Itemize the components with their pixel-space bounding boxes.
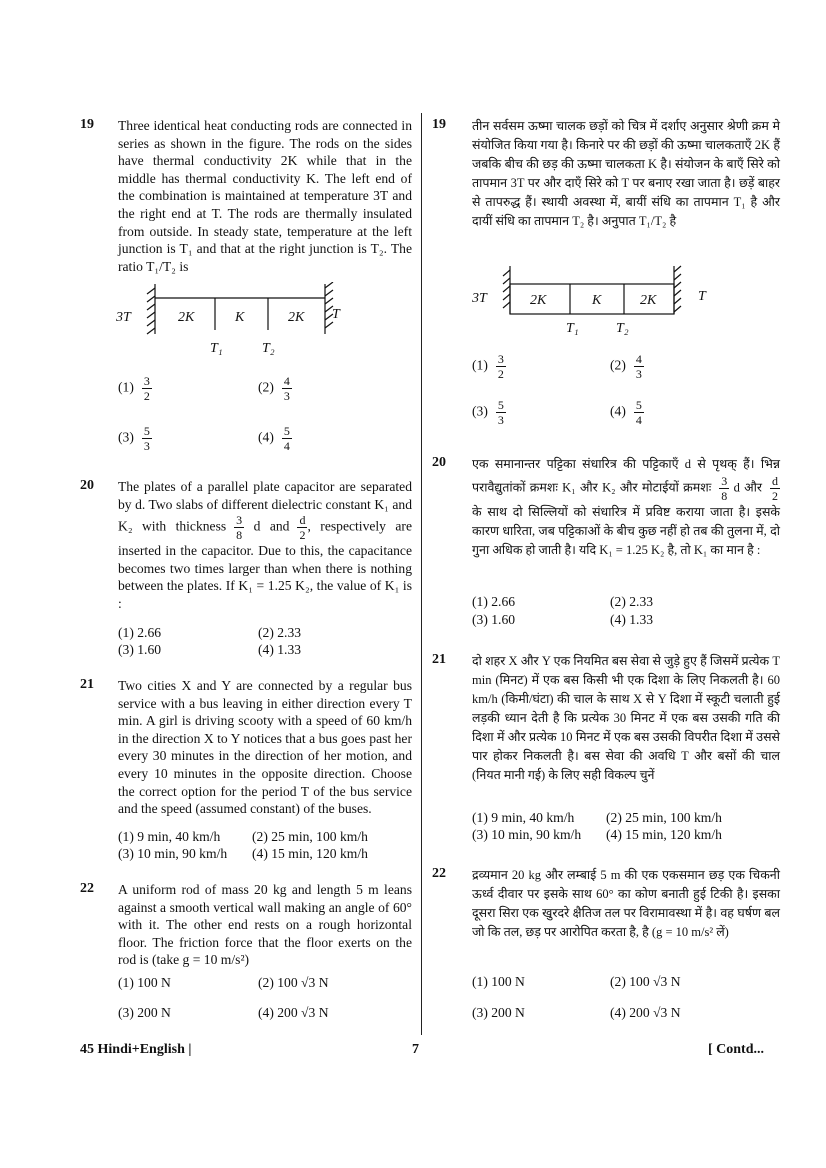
option-2[interactable]: (2) 25 min, 100 km/h [252,829,368,844]
option-4[interactable]: (4) 200 √3 N [258,1005,329,1020]
rod-label: 2K [640,293,657,308]
option-1[interactable]: (1) 100 N [472,974,525,989]
junction-label: T₁ [210,341,223,356]
junction-label: T₂ [262,341,275,356]
column-divider [421,113,422,1035]
option-2[interactable]: (2) 100 √3 N [258,975,329,990]
option-1[interactable]: (1) 2.66 [118,625,162,640]
rod-label: 2K [530,293,547,308]
option-2[interactable]: (2) $\frac{4}{3}$ [610,352,642,381]
question-number: 19 [432,117,446,132]
option-3[interactable]: (3) $\frac{5}{3}$ [118,424,150,453]
question-text: The plates of a parallel plate capacitor are separated by d. Two slabs of different dielectric constant K₁ and K₂ with thickness $\frac{3}{8}$ d and $\frac{d}{2}$ , respectively are inserted in the capacitor. Due to this, the capacitance becomes two times larger than when there is nothing between the plates. If K₁ = 1.25 K₂, the value of K₁ is : [118,479,412,611]
option-4[interactable]: (4) $\frac{5}{4}$ [610,398,642,427]
question-text: Two cities X and Y are connected by a regular bus service with a bus leaving in either direction every T min. A girl is driving scooty with a speed of 60 km/h in the direction X to Y notices that a bus goes past her every 30 minutes in the direction of her motion, and every 10 minutes in the opposite direction. Choose the correct option for the period T of the bus service and the speed (assumed constant) of the buses. [118,678,412,817]
page-number: 7 [412,1042,419,1057]
option-3[interactable]: (3) 1.60 [472,612,516,627]
option-2[interactable]: (2) 100 √3 N [610,974,681,989]
option-4[interactable]: (4) $\frac{5}{4}$ [258,424,290,453]
question-text: द्रव्यमान 20 kg और लम्बाई 5 m की एक एकसमान छड़ एक चिकनी ऊर्ध्व दीवार पर इसके साथ 60° का कोण बनाती हुई टिकी है। इसका दूसरा सिरा एक खुरदरे क्षैतिज तल पर विरामावस्था में है। वह घर्षण बल जो कि तल, छड़ पर आरोपित करता है, है (g = 10 m/s² लें) [472,868,780,939]
right-temp-label: T [698,289,706,304]
option-1[interactable]: (1) $\frac{3}{2}$ [472,352,504,381]
question-number: 21 [80,677,94,692]
question-text: Three identical heat conducting rods are connected in series as shown in the figure. The rods on the sides have thermal conductivity 2K while that in the middle has thermal conductivity K. The left end of the combination is maintained at temperature 3T and the right end at T. The rods are thermally insulated from outside. In steady state, temperature at the left junction is T₁ and that at the right junction is T₂. The ratio T₁/T₂ is [118,118,412,274]
option-2[interactable]: (2) 25 min, 100 km/h [606,810,722,825]
option-3[interactable]: (3) 1.60 [118,642,162,657]
question-text: A uniform rod of mass 20 kg and length 5 m leans against a smooth vertical wall making an angle of 60° with it. The other end rests on a rough horizontal floor. The friction force that the floor exerts on the rod is (take g = 10 m/s²) [118,882,412,968]
option-1[interactable]: (1) 2.66 [472,594,516,609]
option-1[interactable]: (1) $\frac{3}{2}$ [118,374,150,403]
question-number: 20 [80,478,94,493]
question-number: 21 [432,652,446,667]
rods-diagram [466,264,726,339]
option-3[interactable]: (3) 10 min, 90 km/h [472,827,582,842]
option-2[interactable]: (2) $\frac{4}{3}$ [258,374,290,403]
question-number: 22 [432,866,446,881]
junction-label: T₂ [616,321,629,336]
question-number: 19 [80,117,94,132]
junction-label: T₁ [566,321,579,336]
rod-label: 2K [288,310,305,325]
option-3[interactable]: (3) 200 N [472,1005,525,1020]
option-1[interactable]: (1) 100 N [118,975,171,990]
option-4[interactable]: (4) 1.33 [610,612,654,627]
question-number: 20 [432,455,446,470]
left-temp-label: 3T [116,310,131,325]
question-number: 22 [80,881,94,896]
rod-label: 2K [178,310,195,325]
question-text: तीन सर्वसम ऊष्मा चालक छड़ों को चित्र में दर्शाए अनुसार श्रेणी क्रम मे संयोजित किया गया है। किनारे पर की छड़ों की ऊष्मा चालकताएँ 2K हैं जबकि बीच की छड़ की ऊष्मा चालकता K है। संयोजन के बाएँ सिरे को तापमान 3T पर और दाएँ सिरे को T पर बनाए रखा जाता है। छड़ें बाहर से तापरुद्ध हैं। स्थायी अवस्था में, बायीं संधि का तापमान T₁ है और दायीं संधि का तापमान T₂ है। अनुपात T₁/T₂ है [472,119,780,228]
option-1[interactable]: (1) 9 min, 40 km/h [472,810,575,825]
option-4[interactable]: (4) 15 min, 120 km/h [252,846,368,861]
rod-label: K [592,293,602,308]
question-text: एक समानान्तर पट्टिका संधारित्र की पट्टिकाएँ d से पृथक् हैं। भिन्न परावैद्युतांकों क्रमशः K₁ और K₂ और मोटाईयों क्रमशः $\frac{3}{8}$ d और $\frac{d}{2}$ के साथ दो सिल्लियों को संधारित्र में प्रविष्ट कराया जाता है। इसके कारण धारिता, जब पट्टिकाओं के बीच कुछ नहीं हो तब की तुलना में, दो गुना अधिक हो जाती है। यदि K₁ = 1.25 K₂ है, तो K₁ का मान है : [472,457,780,557]
left-temp-label: 3T [472,291,487,306]
option-3[interactable]: (3) 10 min, 90 km/h [118,846,228,861]
option-4[interactable]: (4) 15 min, 120 km/h [606,827,722,842]
option-2[interactable]: (2) 2.33 [258,625,302,640]
continued-label: [ Contd... [708,1042,765,1057]
option-4[interactable]: (4) 1.33 [258,642,302,657]
option-1[interactable]: (1) 9 min, 40 km/h [118,829,221,844]
option-3[interactable]: (3) 200 N [118,1005,171,1020]
rod-label: K [235,310,245,325]
rods-diagram [110,282,360,362]
option-2[interactable]: (2) 2.33 [610,594,654,609]
option-3[interactable]: (3) $\frac{5}{3}$ [472,398,504,427]
footer-code: 45 Hindi+English | [80,1042,192,1057]
right-temp-label: T [332,307,340,322]
question-text: दो शहर X और Y एक नियमित बस सेवा से जुड़े हुए हैं जिसमें प्रत्येक T min (मिनट) में एक बस किसी भी एक दिशा के लिए निकलती है। 60 km/h (किमी/घंटा) की चाल के साथ X से Y दिशा में स्कूटी चलाती हुई लड़की ध्यान देती है कि प्रत्येक 30 मिनट में एक बस उसकी गति की दिशा में और प्रत्येक 10 मिनट में एक बस उसकी विपरीत दिशा में उससे पार होकर निकलती है। बस सेवा की अवधि T और बसों की चाल (नियत मानी गई) के लिए सही विकल्प चुनें [472,654,780,782]
option-4[interactable]: (4) 200 √3 N [610,1005,681,1020]
